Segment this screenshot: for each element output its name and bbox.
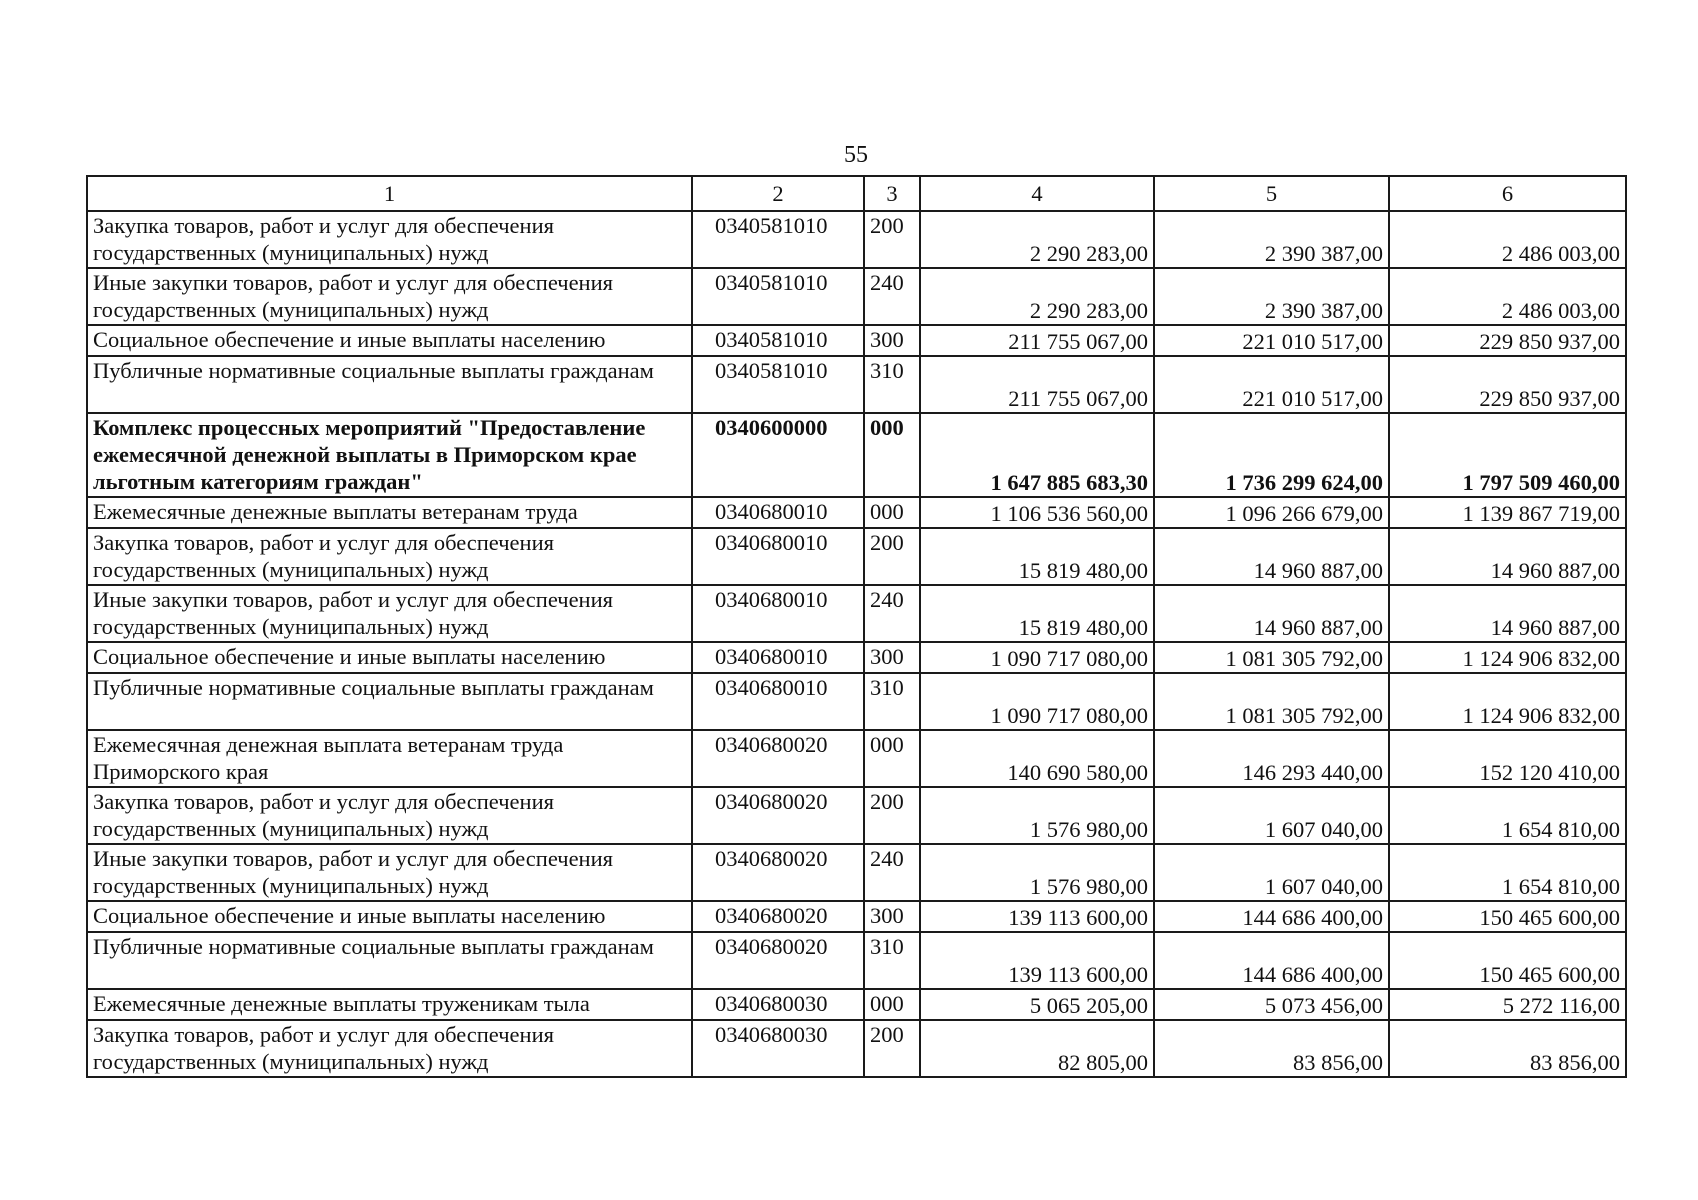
row-name-cell: Социальное обеспечение и иные выплаты населению <box>87 642 692 673</box>
row-value-cell: 2 486 003,00 <box>1389 211 1626 268</box>
row-value-cell: 1 090 717 080,00 <box>920 673 1154 730</box>
row-value-cell: 14 960 887,00 <box>1154 528 1389 585</box>
table-row <box>87 989 1626 1020</box>
table-row <box>87 211 1626 268</box>
row-type-cell: 240 <box>864 585 920 642</box>
row-code-cell: 0340680020 <box>692 730 864 787</box>
row-type-cell: 310 <box>864 356 920 413</box>
row-type-cell: 000 <box>864 989 920 1020</box>
row-value-cell: 2 290 283,00 <box>920 268 1154 325</box>
row-value-cell: 1 081 305 792,00 <box>1154 642 1389 673</box>
row-type-cell: 300 <box>864 325 920 356</box>
row-value-cell: 221 010 517,00 <box>1154 325 1389 356</box>
row-code-cell: 0340680020 <box>692 844 864 901</box>
row-code-cell: 0340680010 <box>692 642 864 673</box>
table-row <box>87 413 1626 497</box>
row-name-cell: Ежемесячные денежные выплаты ветеранам труда <box>87 497 692 528</box>
row-type-cell: 000 <box>864 413 920 497</box>
row-value-cell: 2 390 387,00 <box>1154 211 1389 268</box>
column-header: 1 <box>87 176 692 211</box>
row-value-cell: 144 686 400,00 <box>1154 901 1389 932</box>
row-type-cell: 200 <box>864 528 920 585</box>
column-header: 3 <box>864 176 920 211</box>
row-value-cell: 150 465 600,00 <box>1389 901 1626 932</box>
row-value-cell: 1 647 885 683,30 <box>920 413 1154 497</box>
row-name-cell: Закупка товаров, работ и услуг для обеспечения государственных (муниципальных) нужд <box>87 1020 692 1077</box>
row-code-cell: 0340581010 <box>692 325 864 356</box>
row-type-cell: 240 <box>864 844 920 901</box>
row-value-cell: 1 096 266 679,00 <box>1154 497 1389 528</box>
row-value-cell: 2 290 283,00 <box>920 211 1154 268</box>
table-row <box>87 730 1626 787</box>
table-row <box>87 497 1626 528</box>
row-name-cell: Иные закупки товаров, работ и услуг для обеспечения государственных (муниципальных) нужд <box>87 844 692 901</box>
column-header: 5 <box>1154 176 1389 211</box>
row-name-cell: Иные закупки товаров, работ и услуг для обеспечения государственных (муниципальных) нужд <box>87 585 692 642</box>
table-row <box>87 356 1626 413</box>
row-type-cell: 240 <box>864 268 920 325</box>
table-body <box>87 211 1626 1077</box>
row-value-cell: 1 090 717 080,00 <box>920 642 1154 673</box>
row-value-cell: 1 081 305 792,00 <box>1154 673 1389 730</box>
table-header <box>87 176 1626 211</box>
row-code-cell: 0340680020 <box>692 787 864 844</box>
row-code-cell: 0340581010 <box>692 211 864 268</box>
table-row <box>87 901 1626 932</box>
table-row <box>87 325 1626 356</box>
row-name-cell: Закупка товаров, работ и услуг для обеспечения государственных (муниципальных) нужд <box>87 528 692 585</box>
row-value-cell: 1 607 040,00 <box>1154 787 1389 844</box>
column-header: 4 <box>920 176 1154 211</box>
row-value-cell: 82 805,00 <box>920 1020 1154 1077</box>
row-code-cell: 0340581010 <box>692 268 864 325</box>
row-type-cell: 000 <box>864 497 920 528</box>
row-code-cell: 0340680010 <box>692 585 864 642</box>
row-value-cell: 1 576 980,00 <box>920 787 1154 844</box>
row-code-cell: 0340600000 <box>692 413 864 497</box>
row-name-cell: Закупка товаров, работ и услуг для обеспечения государственных (муниципальных) нужд <box>87 211 692 268</box>
row-value-cell: 152 120 410,00 <box>1389 730 1626 787</box>
row-name-cell: Социальное обеспечение и иные выплаты населению <box>87 901 692 932</box>
row-code-cell: 0340680030 <box>692 989 864 1020</box>
row-value-cell: 229 850 937,00 <box>1389 325 1626 356</box>
row-code-cell: 0340581010 <box>692 356 864 413</box>
row-name-cell: Закупка товаров, работ и услуг для обеспечения государственных (муниципальных) нужд <box>87 787 692 844</box>
row-value-cell: 139 113 600,00 <box>920 901 1154 932</box>
row-value-cell: 144 686 400,00 <box>1154 932 1389 989</box>
row-value-cell: 1 654 810,00 <box>1389 844 1626 901</box>
row-name-cell: Ежемесячные денежные выплаты труженикам тыла <box>87 989 692 1020</box>
row-value-cell: 15 819 480,00 <box>920 528 1154 585</box>
row-code-cell: 0340680030 <box>692 1020 864 1077</box>
row-value-cell: 139 113 600,00 <box>920 932 1154 989</box>
row-type-cell: 200 <box>864 787 920 844</box>
row-code-cell: 0340680020 <box>692 932 864 989</box>
row-code-cell: 0340680010 <box>692 673 864 730</box>
row-value-cell: 14 960 887,00 <box>1389 528 1626 585</box>
row-value-cell: 150 465 600,00 <box>1389 932 1626 989</box>
row-type-cell: 200 <box>864 211 920 268</box>
table-row <box>87 844 1626 901</box>
page-number: 55 <box>844 142 868 168</box>
row-value-cell: 83 856,00 <box>1389 1020 1626 1077</box>
row-name-cell: Публичные нормативные социальные выплаты гражданам <box>87 673 692 730</box>
row-value-cell: 14 960 887,00 <box>1154 585 1389 642</box>
row-value-cell: 1 106 536 560,00 <box>920 497 1154 528</box>
row-value-cell: 1 607 040,00 <box>1154 844 1389 901</box>
row-name-cell: Публичные нормативные социальные выплаты гражданам <box>87 356 692 413</box>
row-value-cell: 1 654 810,00 <box>1389 787 1626 844</box>
table-row <box>87 673 1626 730</box>
row-value-cell: 221 010 517,00 <box>1154 356 1389 413</box>
row-code-cell: 0340680010 <box>692 497 864 528</box>
table-row <box>87 585 1626 642</box>
row-type-cell: 310 <box>864 673 920 730</box>
row-value-cell: 14 960 887,00 <box>1389 585 1626 642</box>
row-value-cell: 1 124 906 832,00 <box>1389 642 1626 673</box>
column-header: 6 <box>1389 176 1626 211</box>
row-value-cell: 1 797 509 460,00 <box>1389 413 1626 497</box>
table-row <box>87 787 1626 844</box>
row-name-cell: Публичные нормативные социальные выплаты гражданам <box>87 932 692 989</box>
row-code-cell: 0340680010 <box>692 528 864 585</box>
row-value-cell: 5 272 116,00 <box>1389 989 1626 1020</box>
table-row <box>87 1020 1626 1077</box>
row-value-cell: 1 736 299 624,00 <box>1154 413 1389 497</box>
table-row <box>87 642 1626 673</box>
row-value-cell: 140 690 580,00 <box>920 730 1154 787</box>
row-type-cell: 300 <box>864 901 920 932</box>
table-row <box>87 932 1626 989</box>
row-value-cell: 211 755 067,00 <box>920 325 1154 356</box>
row-value-cell: 1 576 980,00 <box>920 844 1154 901</box>
row-code-cell: 0340680020 <box>692 901 864 932</box>
row-value-cell: 5 065 205,00 <box>920 989 1154 1020</box>
row-value-cell: 229 850 937,00 <box>1389 356 1626 413</box>
row-name-cell: Комплекс процессных мероприятий "Предоставление ежемесячной денежной выплаты в Приморском крае льготным категориям граждан" <box>87 413 692 497</box>
row-type-cell: 300 <box>864 642 920 673</box>
row-name-cell: Ежемесячная денежная выплата ветеранам труда Приморского края <box>87 730 692 787</box>
row-type-cell: 000 <box>864 730 920 787</box>
row-value-cell: 211 755 067,00 <box>920 356 1154 413</box>
row-value-cell: 2 390 387,00 <box>1154 268 1389 325</box>
row-value-cell: 1 139 867 719,00 <box>1389 497 1626 528</box>
row-value-cell: 15 819 480,00 <box>920 585 1154 642</box>
row-type-cell: 200 <box>864 1020 920 1077</box>
row-value-cell: 2 486 003,00 <box>1389 268 1626 325</box>
column-header: 2 <box>692 176 864 211</box>
row-value-cell: 5 073 456,00 <box>1154 989 1389 1020</box>
row-name-cell: Социальное обеспечение и иные выплаты населению <box>87 325 692 356</box>
row-value-cell: 83 856,00 <box>1154 1020 1389 1077</box>
budget-table <box>86 175 1627 1078</box>
row-type-cell: 310 <box>864 932 920 989</box>
table-row <box>87 268 1626 325</box>
row-name-cell: Иные закупки товаров, работ и услуг для обеспечения государственных (муниципальных) нужд <box>87 268 692 325</box>
row-value-cell: 1 124 906 832,00 <box>1389 673 1626 730</box>
table-row <box>87 528 1626 585</box>
header-row <box>87 176 1626 211</box>
row-value-cell: 146 293 440,00 <box>1154 730 1389 787</box>
